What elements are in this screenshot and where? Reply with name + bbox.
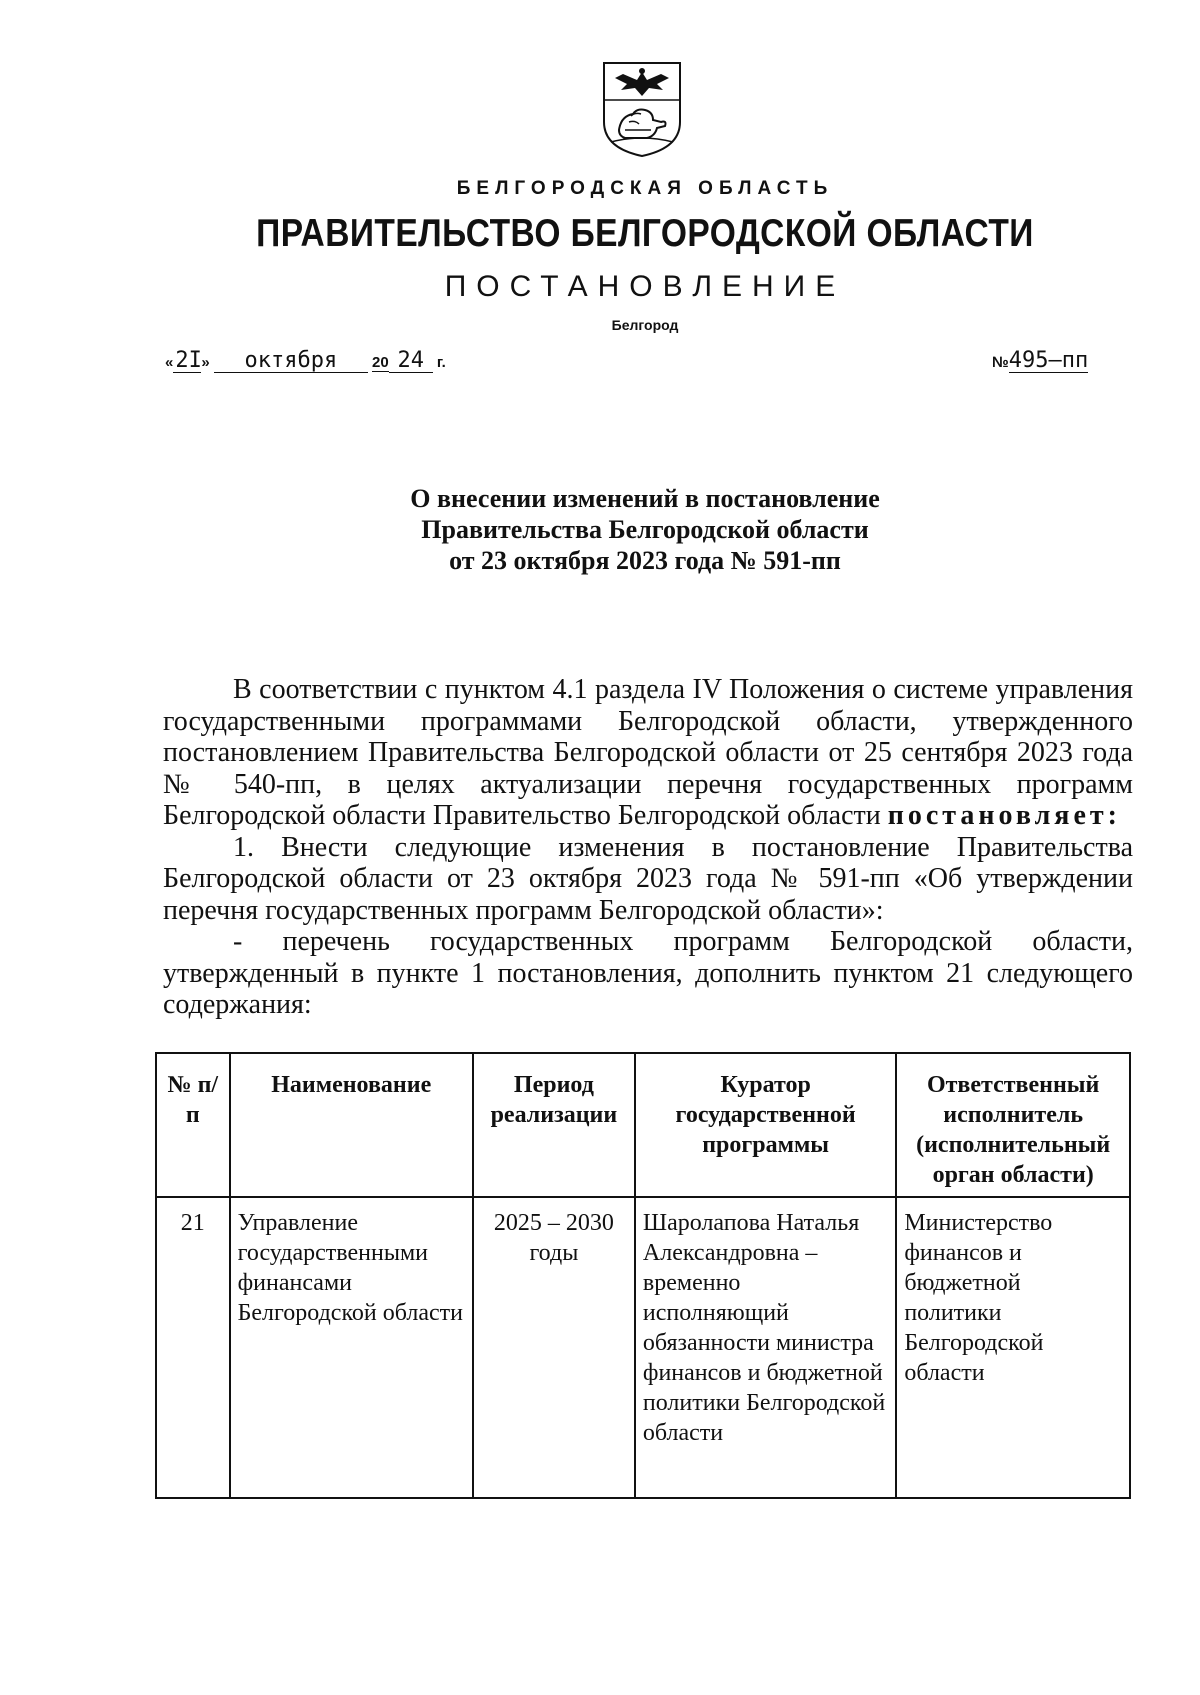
clause-1-paragraph: 1. Внести следующие изменения в постановление Правительства Белгородской области от 23 октября 2023 года № 591-пп «Об утверждении перечня государственных программ Белгородской области»: — [163, 831, 1133, 926]
date-year-suffix: 24 — [389, 350, 433, 373]
table-header-row — [156, 1053, 1130, 1197]
document-date — [165, 350, 446, 373]
cell-name: Управление государственными финансами Белгородской области — [230, 1197, 473, 1498]
date-day: 2I — [175, 348, 202, 373]
date-month: октября — [214, 350, 368, 373]
document-type-heading: ПОСТАНОВЛЕНИЕ — [444, 270, 846, 303]
cell-curator: Шаролапова Наталья Александровна – временно исполняющий обязанности министра финансов и бюджетной политики Белгородской области — [635, 1197, 896, 1498]
header-period: Период реализации — [473, 1053, 635, 1197]
title-line-2: Правительства Белгородской области — [421, 515, 869, 544]
city-label: Белгород — [611, 317, 679, 333]
programs-table — [155, 1052, 1131, 1499]
number-prefix: № — [992, 354, 1009, 371]
cell-num: 21 — [156, 1197, 230, 1498]
resolves-word: постановляет: — [887, 800, 1121, 831]
header-name: Наименование — [230, 1053, 473, 1197]
document-body — [163, 674, 1133, 1021]
preamble-paragraph — [163, 674, 1133, 832]
cell-period: 2025 – 2030 годы — [473, 1197, 635, 1498]
header-curator: Куратор государственной программы — [635, 1053, 896, 1197]
date-open-quote: « — [165, 354, 174, 371]
preamble-text: В соответствии с пунктом 4.1 раздела IV Положения о системе управления государственными программами Белгородской области, утвержденного постановлением Правительства Белгородской области от 25 сентября 2023 года № 540-пп, в целях актуализации перечня государственных программ Белгородской области Правительство Белгородской области — [163, 674, 1133, 831]
document-title — [0, 483, 1200, 576]
header-num: № п/п — [156, 1053, 230, 1197]
number-value: 495–пп — [1008, 348, 1089, 373]
table-row — [156, 1197, 1130, 1498]
region-heading: БЕЛГОРОДСКАЯ ОБЛАСТЬ — [456, 178, 834, 199]
title-line-1: О внесении изменений в постановление — [410, 484, 880, 513]
document-number — [992, 350, 1088, 373]
title-line-3: от 23 октября 2023 года № 591-пп — [449, 546, 841, 575]
date-year-abbr: г. — [436, 354, 446, 371]
date-year-prefix: 20 — [372, 354, 389, 371]
header-executor: Ответственный исполнитель (исполнительный орган области) — [896, 1053, 1130, 1197]
government-heading: ПРАВИТЕЛЬСТВО БЕЛГОРОДСКОЙ ОБЛАСТИ — [256, 212, 1034, 255]
coat-of-arms-emblem — [601, 60, 683, 158]
date-close-quote: » — [201, 354, 210, 371]
cell-executor: Министерство финансов и бюджетной политики Белгородской области — [896, 1197, 1130, 1498]
clause-1-item-paragraph: - перечень государственных программ Белгородской области, утвержденный в пункте 1 постановления, дополнить пунктом 21 следующего содержания: — [163, 926, 1133, 1020]
